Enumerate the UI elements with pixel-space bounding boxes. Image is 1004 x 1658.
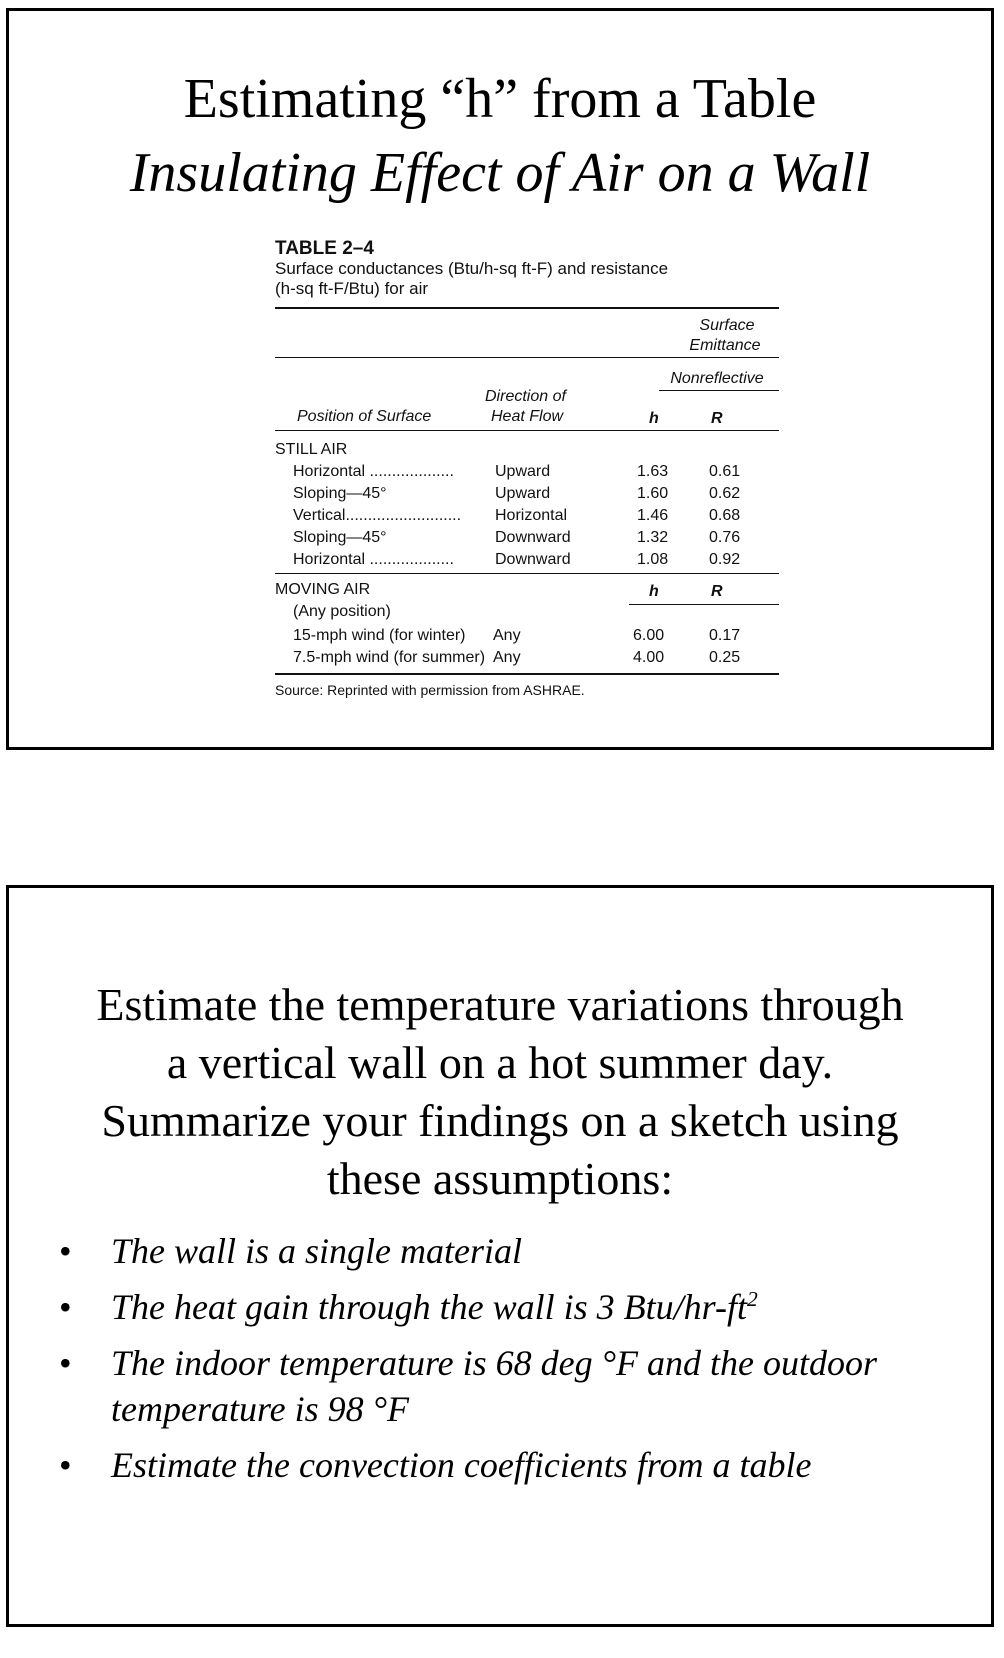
table-cell-h: 4.00 — [633, 649, 665, 666]
bullet-icon: • — [59, 1445, 72, 1485]
superscript: 2 — [746, 1287, 758, 1311]
bullet-icon: • — [59, 1231, 72, 1271]
table-caption-line1: Surface conductances (Btu/h-sq ft-F) and resistance — [275, 259, 669, 278]
header-emittance: Emittance — [689, 337, 761, 354]
table-rule-header — [275, 357, 779, 358]
table-cell-h: 1.32 — [637, 529, 669, 546]
prompt-line: Summarize your findings on a sketch using — [101, 1095, 899, 1146]
table-cell-direction: Any — [493, 627, 521, 644]
bullet-icon: • — [59, 1343, 72, 1383]
table-cell-r: 0.62 — [709, 485, 741, 502]
table-rule-still-air — [275, 573, 779, 574]
slide-table — [6, 8, 994, 750]
table-row: 15-mph wind (for winter) — [293, 627, 466, 644]
table-cell-direction: Upward — [495, 463, 551, 480]
assumption-text: The heat gain through the wall is 3 Btu/hr-ft — [111, 1287, 747, 1327]
slide-title: Estimating “h” from a Table — [183, 68, 817, 130]
table-cell-r: 0.61 — [709, 463, 741, 480]
table-cell-direction: Horizontal — [495, 507, 568, 524]
table-cell-r: 0.92 — [709, 551, 741, 568]
table-cell-h: 1.08 — [637, 551, 669, 568]
table-cell-r: 0.76 — [709, 529, 741, 546]
header-position: Position of Surface — [297, 408, 432, 425]
assumptions-list — [59, 1228, 961, 1498]
prompt-line: these assumptions: — [326, 1153, 674, 1204]
table-rule-bottom — [275, 673, 779, 675]
assumption-text: The indoor temperature is 68 deg °F and the outdoor temperature is 98 °F — [111, 1343, 878, 1429]
header-r: R — [711, 410, 723, 427]
table-rule-top — [275, 307, 779, 309]
prompt-line: a vertical wall on a hot summer day. — [166, 1037, 834, 1088]
table-cell-direction: Any — [493, 649, 521, 666]
table-cell-h: 1.60 — [637, 485, 669, 502]
table-cell-h: 1.46 — [637, 507, 669, 524]
moving-air-h: h — [649, 583, 659, 600]
table-row: Sloping—45° — [293, 485, 387, 502]
table-caption-line2: (h-sq ft-F/Btu) for air — [275, 279, 429, 298]
list-item — [59, 1442, 961, 1488]
header-surface: Surface — [699, 317, 755, 334]
nonreflective-underline — [659, 390, 779, 391]
moving-air-subtitle: (Any position) — [293, 603, 391, 620]
assignment-prompt — [29, 976, 971, 1208]
table-cell-r: 0.68 — [709, 507, 741, 524]
assumption-text: Estimate the convection coefficients from a table — [111, 1445, 812, 1485]
slide-assignment — [6, 885, 994, 1627]
moving-air-label: MOVING AIR — [275, 581, 371, 598]
assumption-text: The wall is a single material — [111, 1231, 523, 1271]
table-number: TABLE 2–4 — [275, 238, 374, 259]
table-rule-columns — [275, 430, 779, 431]
table-cell-r: 0.17 — [709, 627, 741, 644]
table-source: Source: Reprinted with permission from ASHRAE. — [275, 682, 585, 698]
still-air-label: STILL AIR — [275, 441, 348, 458]
list-item — [59, 1284, 961, 1330]
table-cell-direction: Downward — [495, 529, 571, 546]
table-row: 7.5-mph wind (for summer) — [293, 649, 486, 666]
table-row: Vertical.......................... — [293, 507, 462, 524]
list-item — [59, 1340, 961, 1432]
header-direction-line2: Heat Flow — [491, 408, 564, 425]
table-row: Sloping—45° — [293, 529, 387, 546]
header-direction-line1: Direction of — [485, 388, 566, 405]
list-item — [59, 1228, 961, 1274]
bullet-icon: • — [59, 1287, 72, 1327]
moving-air-underline — [629, 604, 779, 605]
slide-subtitle: Insulating Effect of Air on a Wall — [129, 142, 871, 204]
prompt-line: Estimate the temperature variations through — [96, 979, 904, 1030]
table-cell-direction: Downward — [495, 551, 571, 568]
table-cell-h: 6.00 — [633, 627, 665, 644]
table-row: Horizontal ................... — [293, 551, 454, 568]
header-h: h — [649, 410, 659, 427]
table-cell-h: 1.63 — [637, 463, 669, 480]
table-row: Horizontal ................... — [293, 463, 454, 480]
table-cell-direction: Upward — [495, 485, 551, 502]
surface-conductance-table — [275, 238, 779, 698]
moving-air-r: R — [711, 583, 723, 600]
table-cell-r: 0.25 — [709, 649, 741, 666]
header-nonreflective: Nonreflective — [670, 370, 764, 387]
